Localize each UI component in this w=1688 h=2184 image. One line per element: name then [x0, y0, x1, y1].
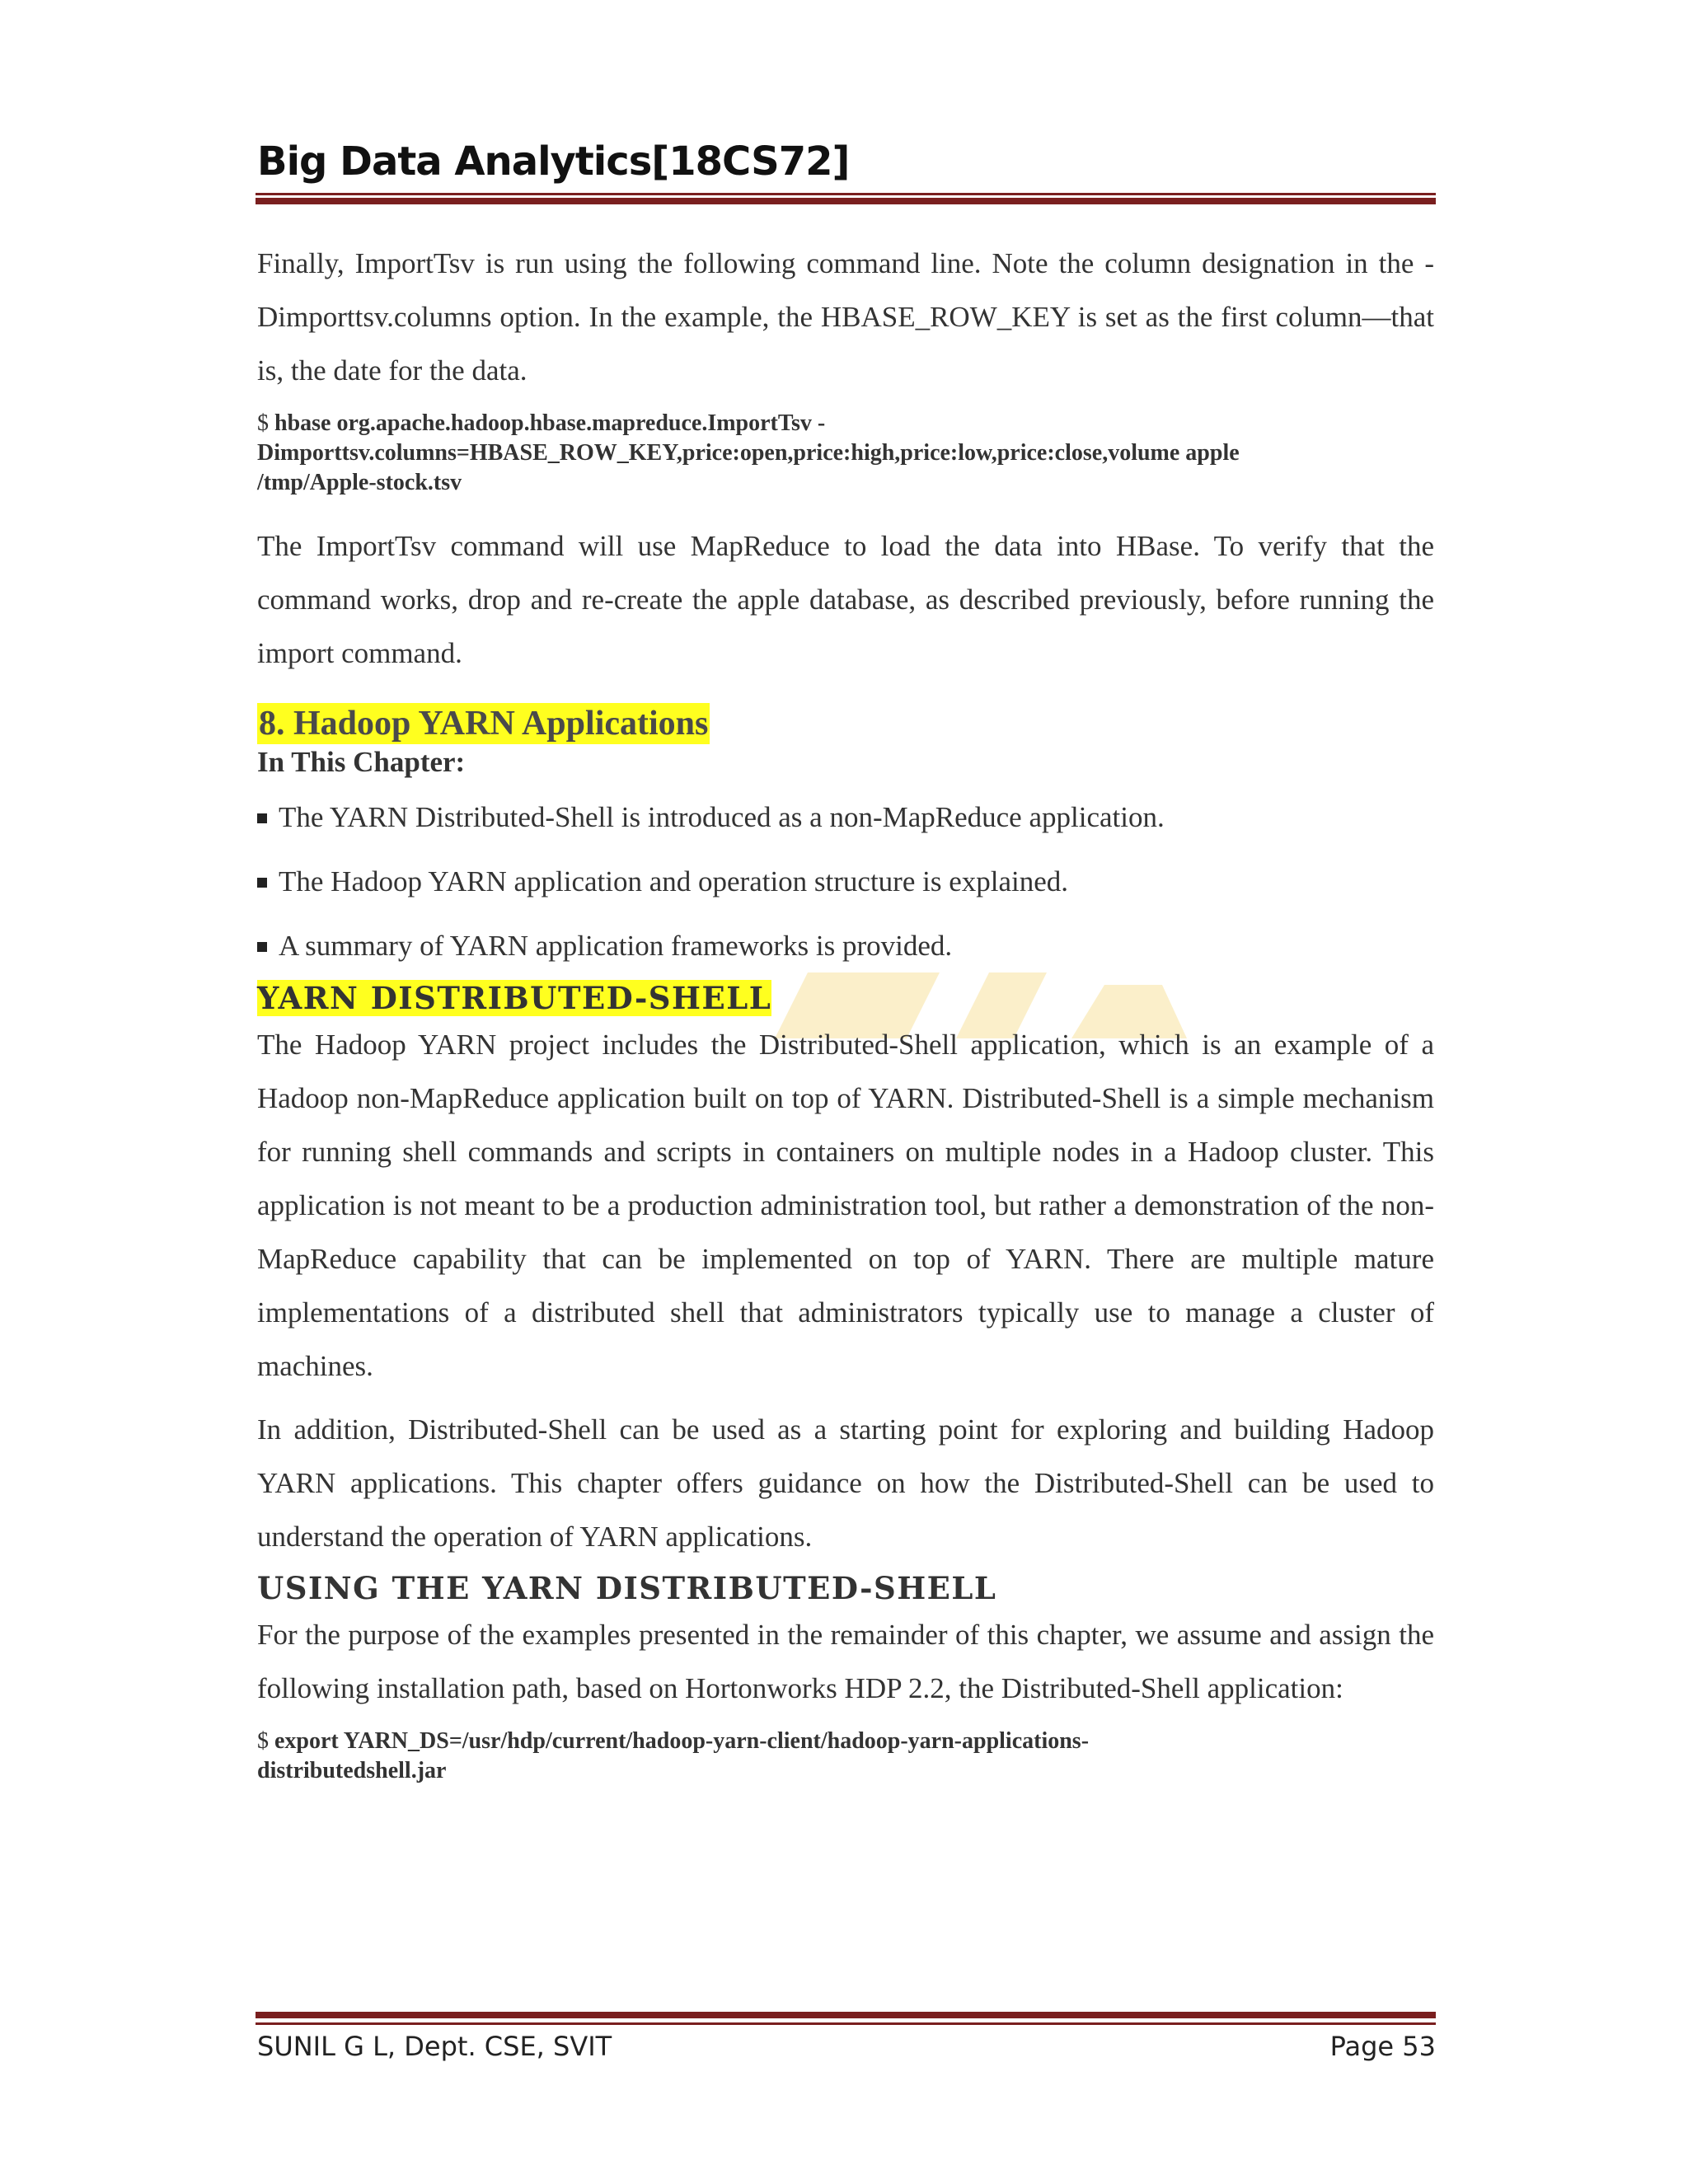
- paragraph-distributed-shell-starting-point: In addition, Distributed-Shell can be used as a starting point for exploring and building Hadoop YARN applications. This chapter offers guidance on how the Distributed-Shell can be used to understand the operation of YARN applications.: [257, 1413, 1434, 1553]
- list-item: A summary of YARN application frameworks is provided.: [257, 914, 1434, 978]
- header-rule-thick: [256, 198, 1436, 204]
- code-block-export: [257, 1727, 1434, 1786]
- square-bullet-icon: [257, 942, 267, 952]
- footer-page-number: Page 53: [1329, 2031, 1436, 2062]
- paragraph-importtsv-verify: The ImportTsv command will use MapReduce to load the data into HBase. To verify that the command works, drop and re-create the apple database, as described previously, before running the import command.: [257, 530, 1434, 669]
- footer-rule-thick: [256, 2012, 1436, 2018]
- footer-rule-thin: [256, 2022, 1436, 2025]
- page-content: [257, 237, 1434, 1786]
- footer-author: SUNIL G L, Dept. CSE, SVIT: [257, 2031, 612, 2062]
- chapter-bullet-list: [257, 785, 1434, 978]
- code-block-importtsv: [257, 409, 1434, 498]
- square-bullet-icon: [257, 878, 267, 888]
- code-line: /tmp/Apple-stock.tsv: [257, 470, 462, 495]
- paragraph-importtsv-intro: Finally, ImportTsv is run using the following command line. Note the column designation in the -Dimporttsv.columns option. In the example, the HBASE_ROW_KEY is set as the first column—that is, the date for the data.: [257, 247, 1434, 387]
- code-line: Dimporttsv.columns=HBASE_ROW_KEY,price:open,price:high,price:low,price:close,volume apple: [257, 440, 1240, 466]
- list-item: The Hadoop YARN application and operation structure is explained.: [257, 850, 1434, 914]
- square-bullet-icon: [257, 813, 267, 823]
- list-item: The YARN Distributed-Shell is introduced as a non-MapReduce application.: [257, 785, 1434, 850]
- header-rule-thin: [256, 193, 1436, 195]
- paragraph-installation-path: For the purpose of the examples presented in the remainder of this chapter, we assume and assign the following installation path, based on Hortonworks HDP 2.2, the Distributed-Shell application:: [257, 1619, 1434, 1704]
- heading-using-distributed-shell: USING THE YARN DISTRIBUTED-SHELL: [257, 1570, 997, 1606]
- paragraph-distributed-shell-overview: The Hadoop YARN project includes the Distributed-Shell application, which is an example of a Hadoop non-MapReduce application built on top of YARN. Distributed-Shell is a simple mechanism for running shell commands and scripts in containers on multiple nodes in a Hadoop cluster. This application is not meant to be a production administration tool, but rather a demonstration of the non-MapReduce capability that can be implemented on top of YARN. There are multiple mature implementations of a distributed shell that administrators typically use to manage a cluster of machines.: [257, 1029, 1434, 1382]
- code-line: distributedshell.jar: [257, 1758, 447, 1783]
- code-line: $ hbase org.apache.hadoop.hbase.mapreduce.ImportTsv -: [257, 410, 826, 436]
- section-heading-wrapper: [257, 703, 1434, 744]
- code-line: $ export YARN_DS=/usr/hdp/current/hadoop-yarn-client/hadoop-yarn-applications-: [257, 1728, 1090, 1754]
- heading-yarn-distributed-shell: YARN DISTRIBUTED-SHELL: [257, 980, 772, 1016]
- page-header-title: Big Data Analytics[18CS72]: [257, 138, 850, 185]
- chapter-label: In This Chapter:: [257, 746, 466, 778]
- section-heading: 8. Hadoop YARN Applications: [259, 705, 709, 743]
